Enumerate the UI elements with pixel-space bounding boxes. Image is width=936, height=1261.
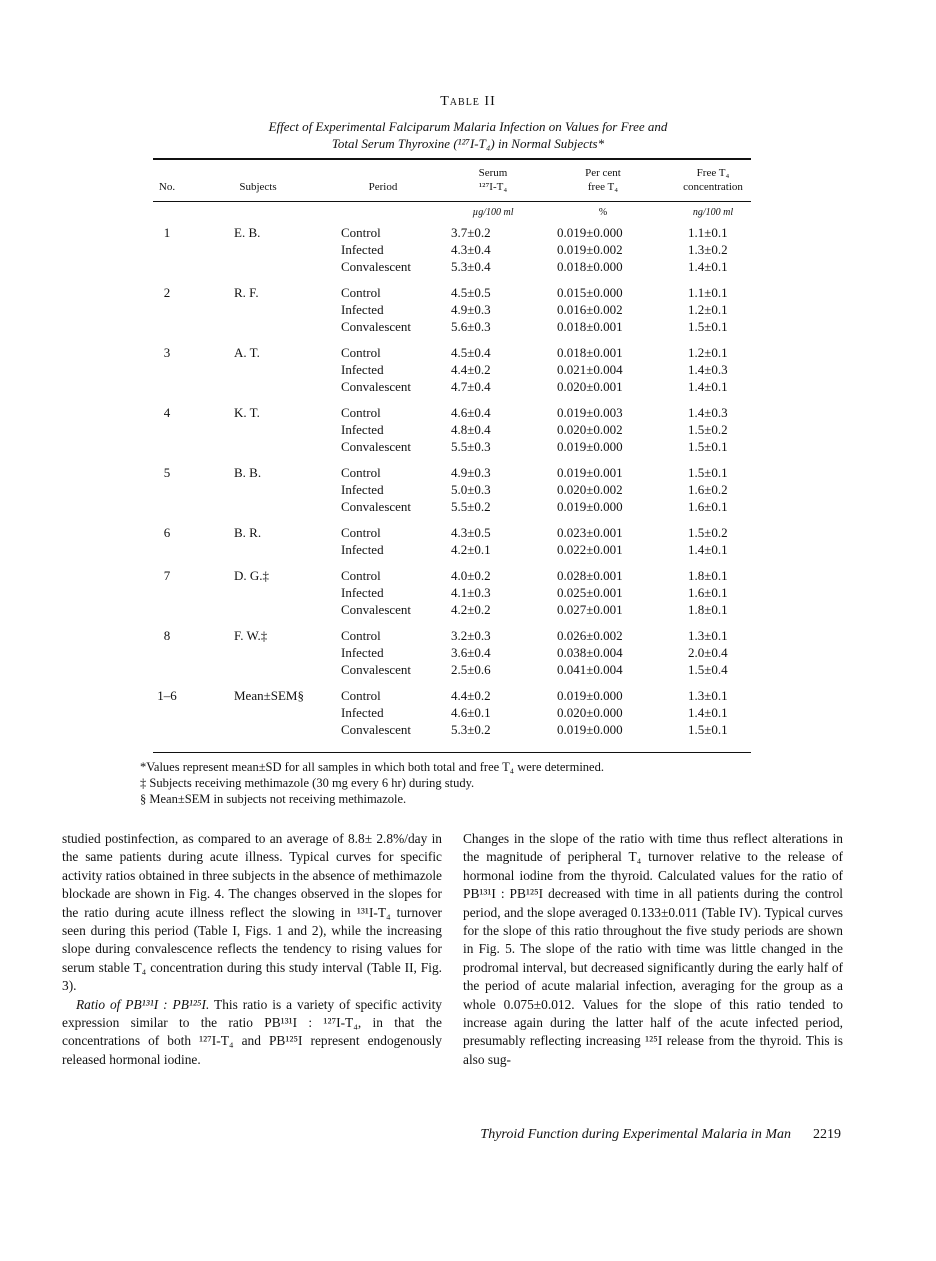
table-row [153, 687, 751, 704]
period-cell: Control [341, 465, 381, 480]
period-cell: Convalescent [341, 319, 412, 334]
table-row [153, 318, 751, 335]
table-row [153, 541, 751, 558]
table-row [153, 284, 751, 301]
period-cell: Convalescent [341, 722, 412, 737]
percent-free-cell: 0.018±0.001 [557, 345, 623, 360]
page-footer [480, 1127, 841, 1143]
period-cell: Infected [341, 362, 384, 377]
percent-free-cell: 0.028±0.001 [557, 568, 623, 583]
subject-number-cell: 2 [163, 285, 171, 300]
free-concentration-cell: 2.0±0.4 [688, 645, 728, 660]
percent-free-cell: 0.015±0.000 [557, 285, 623, 300]
free-concentration-cell: 1.1±0.1 [688, 285, 728, 300]
period-cell: Infected [341, 302, 384, 317]
table-row [153, 258, 751, 275]
percent-free-cell: 0.022±0.001 [557, 542, 623, 557]
percent-free-cell: 0.018±0.000 [557, 259, 623, 274]
table-row [153, 361, 751, 378]
percent-free-cell: 0.020±0.000 [557, 705, 623, 720]
period-cell: Convalescent [341, 379, 412, 394]
period-cell: Control [341, 285, 381, 300]
table-bottom-rule [153, 752, 751, 753]
serum-cell: 4.2±0.2 [451, 602, 491, 617]
subject-number-cell: 1–6 [157, 688, 177, 703]
period-cell: Infected [341, 585, 384, 600]
table-row [153, 438, 751, 455]
table-body [153, 224, 751, 747]
subject-group [153, 687, 751, 738]
table-footnotes [140, 759, 760, 807]
body-paragraph: Changes in the slope of the ratio with time thus reflect alterations in the magnitude of peripheral T₄ turnover relative to the release of hormonal iodine from the thyroid. Calculated values for the ratio of PB¹³¹I : PB¹²⁵I decreased with time in all patients during the control period, and the slope averaged 0.133±0.011 (Table IV). Typical curves for the slope of this ratio throughout the five study periods are shown in Fig. 5. The slope of the ratio with time was little changed in the prodromal interval, but decreased significantly during the early half of the period of acute malarial infection, averaging for the group as a whole 0.075±0.012. Values for the slope of this ratio tended to increase again during the latter half of the acute infected period, presumably reflecting increasing ¹²⁵I release from the thyroid. This is also sug- [463, 831, 843, 1067]
subject-cell: Mean±SEM§ [234, 688, 304, 703]
subject-cell: R. F. [234, 285, 259, 300]
period-cell: Infected [341, 482, 384, 497]
percent-free-cell: 0.026±0.002 [557, 628, 623, 643]
subject-cell: A. T. [234, 345, 260, 360]
free-concentration-cell: 1.3±0.1 [688, 628, 728, 643]
percent-free-cell: 0.019±0.000 [557, 688, 623, 703]
period-cell: Convalescent [341, 259, 412, 274]
table-header-rule [153, 201, 751, 202]
free-concentration-cell: 1.6±0.1 [688, 499, 728, 514]
serum-cell: 4.9±0.3 [451, 302, 491, 317]
header-serum [453, 166, 533, 194]
footnote: ‡ Subjects receiving methimazole (30 mg every 6 hr) during study. [140, 776, 475, 790]
serum-cell: 4.5±0.4 [451, 345, 491, 360]
period-cell: Infected [341, 242, 384, 257]
subject-group [153, 344, 751, 395]
period-cell: Control [341, 688, 381, 703]
period-cell: Convalescent [341, 602, 412, 617]
free-concentration-cell: 1.8±0.1 [688, 568, 728, 583]
body-paragraph: studied postinfection, as compared to an average of 8.8± 2.8%/day in the same patients during acute illness. Typical curves for specific activity ratios obtained in three subjects in the absence of methimazole blockade are shown in Fig. 4. The changes observed in the slopes for the ratio during acute illness reflect the slowing in ¹³¹I-T₄ turnover seen during this period (Table I, Figs. 1 and 2), while the increasing slope during convalescence reflects the tendency to rising values for serum stable T₄ concentration during this study interval (Table II, Fig. 3). [62, 831, 442, 994]
percent-free-cell: 0.019±0.002 [557, 242, 623, 257]
header-period: Period [368, 181, 398, 193]
free-concentration-cell: 1.4±0.3 [688, 362, 728, 377]
table-row [153, 224, 751, 241]
percent-free-cell: 0.020±0.002 [557, 422, 623, 437]
caption-line-2: Total Serum Thyroxine (¹²⁷I-T₄) in Normal Subjects* [331, 136, 605, 151]
serum-cell: 3.2±0.3 [451, 628, 491, 643]
serum-cell: 4.8±0.4 [451, 422, 491, 437]
serum-cell: 4.6±0.1 [451, 705, 491, 720]
header-percent-free [558, 166, 648, 194]
percent-free-cell: 0.019±0.000 [557, 439, 623, 454]
percent-free-cell: 0.019±0.000 [557, 722, 623, 737]
period-cell: Control [341, 405, 381, 420]
serum-cell: 2.5±0.6 [451, 662, 491, 677]
table-row [153, 421, 751, 438]
percent-free-cell: 0.018±0.001 [557, 319, 623, 334]
subject-group [153, 404, 751, 455]
subject-group [153, 524, 751, 558]
header-no: No. [158, 181, 176, 193]
period-cell: Infected [341, 542, 384, 557]
free-concentration-cell: 1.5±0.4 [688, 662, 728, 677]
period-cell: Control [341, 225, 381, 240]
free-concentration-cell: 1.4±0.1 [688, 705, 728, 720]
subject-number-cell: 5 [163, 465, 171, 480]
serum-cell: 4.0±0.2 [451, 568, 491, 583]
subject-cell: B. R. [234, 525, 262, 540]
subject-group [153, 567, 751, 618]
table-row [153, 241, 751, 258]
period-cell: Infected [341, 645, 384, 660]
page-number: 2219 [813, 1127, 841, 1142]
percent-free-cell: 0.019±0.003 [557, 405, 623, 420]
table-row [153, 721, 751, 738]
percent-free-cell: 0.021±0.004 [557, 362, 623, 377]
subject-cell: D. G.‡ [234, 568, 270, 583]
period-cell: Infected [341, 422, 384, 437]
free-concentration-cell: 1.5±0.1 [688, 319, 728, 334]
table-row [153, 567, 751, 584]
serum-cell: 4.9±0.3 [451, 465, 491, 480]
percent-free-cell: 0.019±0.000 [557, 499, 623, 514]
subject-number-cell: 8 [163, 628, 171, 643]
free-concentration-cell: 1.2±0.1 [688, 302, 728, 317]
serum-cell: 5.3±0.2 [451, 722, 491, 737]
subject-number-cell: 4 [163, 405, 171, 420]
period-cell: Control [341, 345, 381, 360]
free-concentration-cell: 1.4±0.1 [688, 259, 728, 274]
footnote: § Mean±SEM in subjects not receiving methimazole. [140, 792, 407, 806]
serum-cell: 5.5±0.3 [451, 439, 491, 454]
free-concentration-cell: 1.8±0.1 [688, 602, 728, 617]
table-row [153, 601, 751, 618]
table-row [153, 627, 751, 644]
percent-free-cell: 0.019±0.001 [557, 465, 623, 480]
header-subjects: Subjects [239, 181, 277, 193]
unit-serum: µg/100 ml [472, 207, 514, 218]
period-cell: Convalescent [341, 499, 412, 514]
subject-cell: B. B. [234, 465, 262, 480]
free-concentration-cell: 1.4±0.1 [688, 379, 728, 394]
serum-cell: 3.6±0.4 [451, 645, 491, 660]
serum-cell: 4.4±0.2 [451, 362, 491, 377]
header-serum-line1: Serum [478, 167, 508, 179]
subject-cell: K. T. [234, 405, 260, 420]
free-concentration-cell: 1.3±0.2 [688, 242, 728, 257]
subject-group [153, 627, 751, 678]
serum-cell: 5.3±0.4 [451, 259, 491, 274]
running-title: Thyroid Function during Experimental Malaria in Man [480, 1127, 791, 1142]
serum-cell: 5.0±0.3 [451, 482, 491, 497]
footnote: *Values represent mean±SD for all samples in which both total and free T₄ were determined. [140, 760, 604, 774]
serum-cell: 5.6±0.3 [451, 319, 491, 334]
table-row [153, 584, 751, 601]
header-serum-line2: ¹²⁷I-T₄ [478, 181, 508, 193]
right-column [463, 830, 843, 1069]
table-title: Table II [440, 94, 496, 109]
percent-free-cell: 0.023±0.001 [557, 525, 623, 540]
serum-cell: 3.7±0.2 [451, 225, 491, 240]
header-pct-line1: Per cent [585, 167, 621, 179]
period-cell: Control [341, 525, 381, 540]
free-concentration-cell: 1.4±0.3 [688, 405, 728, 420]
percent-free-cell: 0.038±0.004 [557, 645, 623, 660]
period-cell: Convalescent [341, 662, 412, 677]
percent-free-cell: 0.020±0.001 [557, 379, 623, 394]
percent-free-cell: 0.019±0.000 [557, 225, 623, 240]
table-row [153, 644, 751, 661]
serum-cell: 4.7±0.4 [451, 379, 491, 394]
table-row [153, 464, 751, 481]
period-cell: Convalescent [341, 439, 412, 454]
table-row [153, 344, 751, 361]
serum-cell: 4.4±0.2 [451, 688, 491, 703]
percent-free-cell: 0.020±0.002 [557, 482, 623, 497]
period-cell: Infected [341, 705, 384, 720]
free-concentration-cell: 1.1±0.1 [688, 225, 728, 240]
table-row [153, 661, 751, 678]
free-concentration-cell: 1.5±0.1 [688, 439, 728, 454]
percent-free-cell: 0.025±0.001 [557, 585, 623, 600]
header-free-line2: concentration [683, 181, 743, 193]
subject-number-cell: 6 [163, 525, 171, 540]
subject-number-cell: 7 [163, 568, 171, 583]
free-concentration-cell: 1.5±0.2 [688, 525, 728, 540]
subject-group [153, 464, 751, 515]
table-top-rule [153, 158, 751, 160]
left-column [62, 830, 442, 1069]
subject-group [153, 224, 751, 275]
free-concentration-cell: 1.4±0.1 [688, 542, 728, 557]
serum-cell: 5.5±0.2 [451, 499, 491, 514]
free-concentration-cell: 1.5±0.1 [688, 722, 728, 737]
table-header [153, 166, 751, 200]
unit-free: ng/100 ml [692, 207, 734, 218]
free-concentration-cell: 1.5±0.2 [688, 422, 728, 437]
serum-cell: 4.3±0.4 [451, 242, 491, 257]
header-free-line1: Free T₄ [696, 167, 730, 179]
unit-percent: % [598, 207, 608, 218]
paragraph-text: This ratio is a variety of specific activity expression similar to the ratio PB¹³¹I : ¹²⁷I-T₄, in that the concentrations of both ¹²⁷I-T₄ and PB¹²⁵I represent endogenously released hormonal iodine. [62, 996, 442, 1067]
table-row [153, 481, 751, 498]
serum-cell: 4.3±0.5 [451, 525, 491, 540]
table-row [153, 404, 751, 421]
percent-free-cell: 0.041±0.004 [557, 662, 623, 677]
subject-number-cell: 1 [163, 225, 171, 240]
table-row [153, 498, 751, 515]
period-cell: Control [341, 568, 381, 583]
table-row [153, 524, 751, 541]
free-concentration-cell: 1.5±0.1 [688, 465, 728, 480]
percent-free-cell: 0.027±0.001 [557, 602, 623, 617]
free-concentration-cell: 1.2±0.1 [688, 345, 728, 360]
subject-group [153, 284, 751, 335]
free-concentration-cell: 1.6±0.2 [688, 482, 728, 497]
subject-cell: F. W.‡ [234, 628, 268, 643]
free-concentration-cell: 1.3±0.1 [688, 688, 728, 703]
header-free-concentration [673, 166, 753, 194]
header-pct-line2: free T₄ [587, 181, 619, 193]
serum-cell: 4.6±0.4 [451, 405, 491, 420]
serum-cell: 4.2±0.1 [451, 542, 491, 557]
free-concentration-cell: 1.6±0.1 [688, 585, 728, 600]
table-row [153, 378, 751, 395]
period-cell: Control [341, 628, 381, 643]
caption-line-1: Effect of Experimental Falciparum Malaria Infection on Values for Free and [268, 119, 668, 134]
subject-cell: E. B. [234, 225, 261, 240]
table-row [153, 301, 751, 318]
table-row [153, 704, 751, 721]
section-run-in-heading: Ratio of PB¹³¹I : PB¹²⁵I. [76, 996, 210, 1012]
serum-cell: 4.5±0.5 [451, 285, 491, 300]
serum-cell: 4.1±0.3 [451, 585, 491, 600]
subject-number-cell: 3 [163, 345, 171, 360]
body-paragraph [62, 996, 442, 1070]
table-caption [190, 118, 746, 152]
percent-free-cell: 0.016±0.002 [557, 302, 623, 317]
